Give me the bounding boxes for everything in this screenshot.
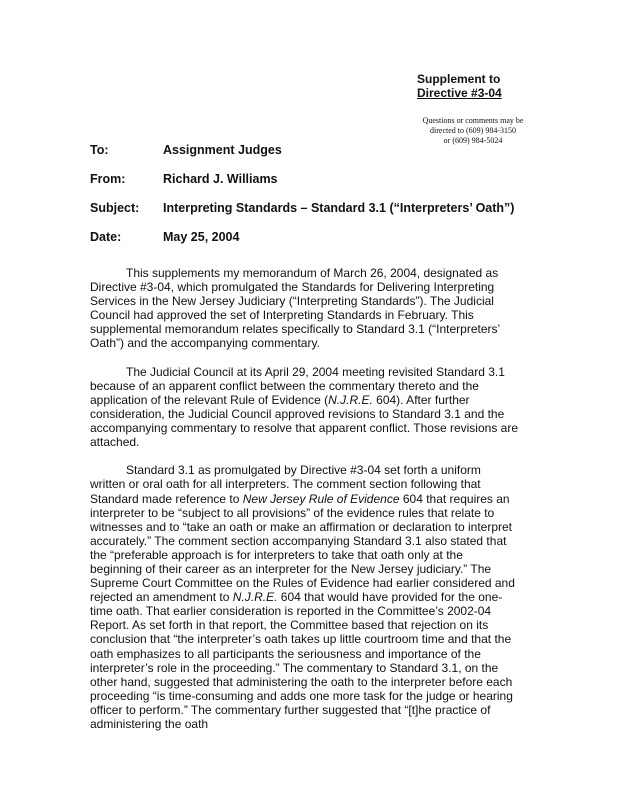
supplement-heading (417, 72, 502, 100)
paragraph-2-text-b: 604). After further consideration, the Judicial Council approved revisions to Standard 3.1 and the accompanying commentary to resolve that apparent conflict. Those revisions are attached. (90, 392, 518, 450)
from-label: From: (90, 172, 126, 186)
date-label: Date: (90, 230, 122, 244)
contact-note (408, 116, 538, 146)
paragraph-1 (90, 266, 518, 351)
njre-citation-2: N.J.R.E. (232, 590, 278, 605)
contact-line-2: directed to (609) 984-3150 (430, 126, 516, 135)
paragraph-3-text-a: Standard 3.1 as promulgated by Directive #3-04 set forth a uniform written or oral oath for all interpreters. The comment section following that Standard made reference to (90, 463, 481, 506)
date-value: May 25, 2004 (163, 230, 240, 244)
rule-of-evidence-citation: New Jersey Rule of Evidence (242, 491, 400, 506)
contact-line-3: or (609) 984-5024 (443, 136, 503, 145)
directive-number: Directive #3-04 (417, 86, 502, 100)
contact-line-1: Questions or comments may be (422, 116, 524, 125)
paragraph-2-text-a: The Judicial Council at its April 29, 2004 meeting revisited Standard 3.1 because of an apparent conflict between the commentary thereto and the application of the relevant Rule of Evidence ( (90, 364, 505, 407)
njre-citation: N.J.R.E. (328, 392, 373, 407)
from-value: Richard J. Williams (163, 172, 278, 186)
subject-value: Interpreting Standards – Standard 3.1 (“Interpreters’ Oath”) (163, 201, 515, 215)
to-label: To: (90, 143, 109, 157)
paragraph-1-text: This supplements my memorandum of March 26, 2004, designated as Directive #3-04, which promulgated the Standards for Delivering Interpreting Services in the New Jersey Judiciary (“Interpreting Standards”). The Judicial Council had approved the set of Interpreting Standards in February. This supplemental memorandum relates specifically to Standard 3.1 (“Interpreters’ Oath”) and the accompanying commentary. (90, 266, 500, 351)
paragraph-3-text-c: 604 that would have provided for the one-time oath. That earlier consideration is reported in the Committee’s 2002-04 Report. As set forth in that report, the Committee based that rejection on its conclusion that “the interpreter’s oath takes up little courtroom time and that the oath emphasizes to all participants the seriousness and importance of the interpreter’s role in the proceeding.” The commentary to Standard 3.1, on the other hand, suggested that administering the oath to the interpreter before each proceeding “is time-consuming and adds one more task for the judge or hearing officer to perform.” The commentary further suggested that “[t]he practice of administering the oath (90, 590, 513, 731)
paragraph-3-text-b: 604 that requires an interpreter to be “subject to all provisions” of the evidence rules that relate to witnesses and to “take an oath or make an affirmation or declaration to interpret accurately.” The comment section accompanying Standard 3.1 also stated that the “preferable approach is for interpreters to take that oath only at the beginning of their career as an interpreter for the New Jersey judiciary.” The Supreme Court Committee on the Rules of Evidence had earlier considered and rejected an amendment to (90, 491, 515, 605)
to-value: Assignment Judges (163, 143, 282, 157)
subject-label: Subject: (90, 201, 140, 215)
paragraph-3 (90, 463, 518, 731)
memo-body (90, 266, 518, 745)
supplement-line-1: Supplement to (417, 72, 501, 86)
paragraph-2 (90, 365, 518, 450)
